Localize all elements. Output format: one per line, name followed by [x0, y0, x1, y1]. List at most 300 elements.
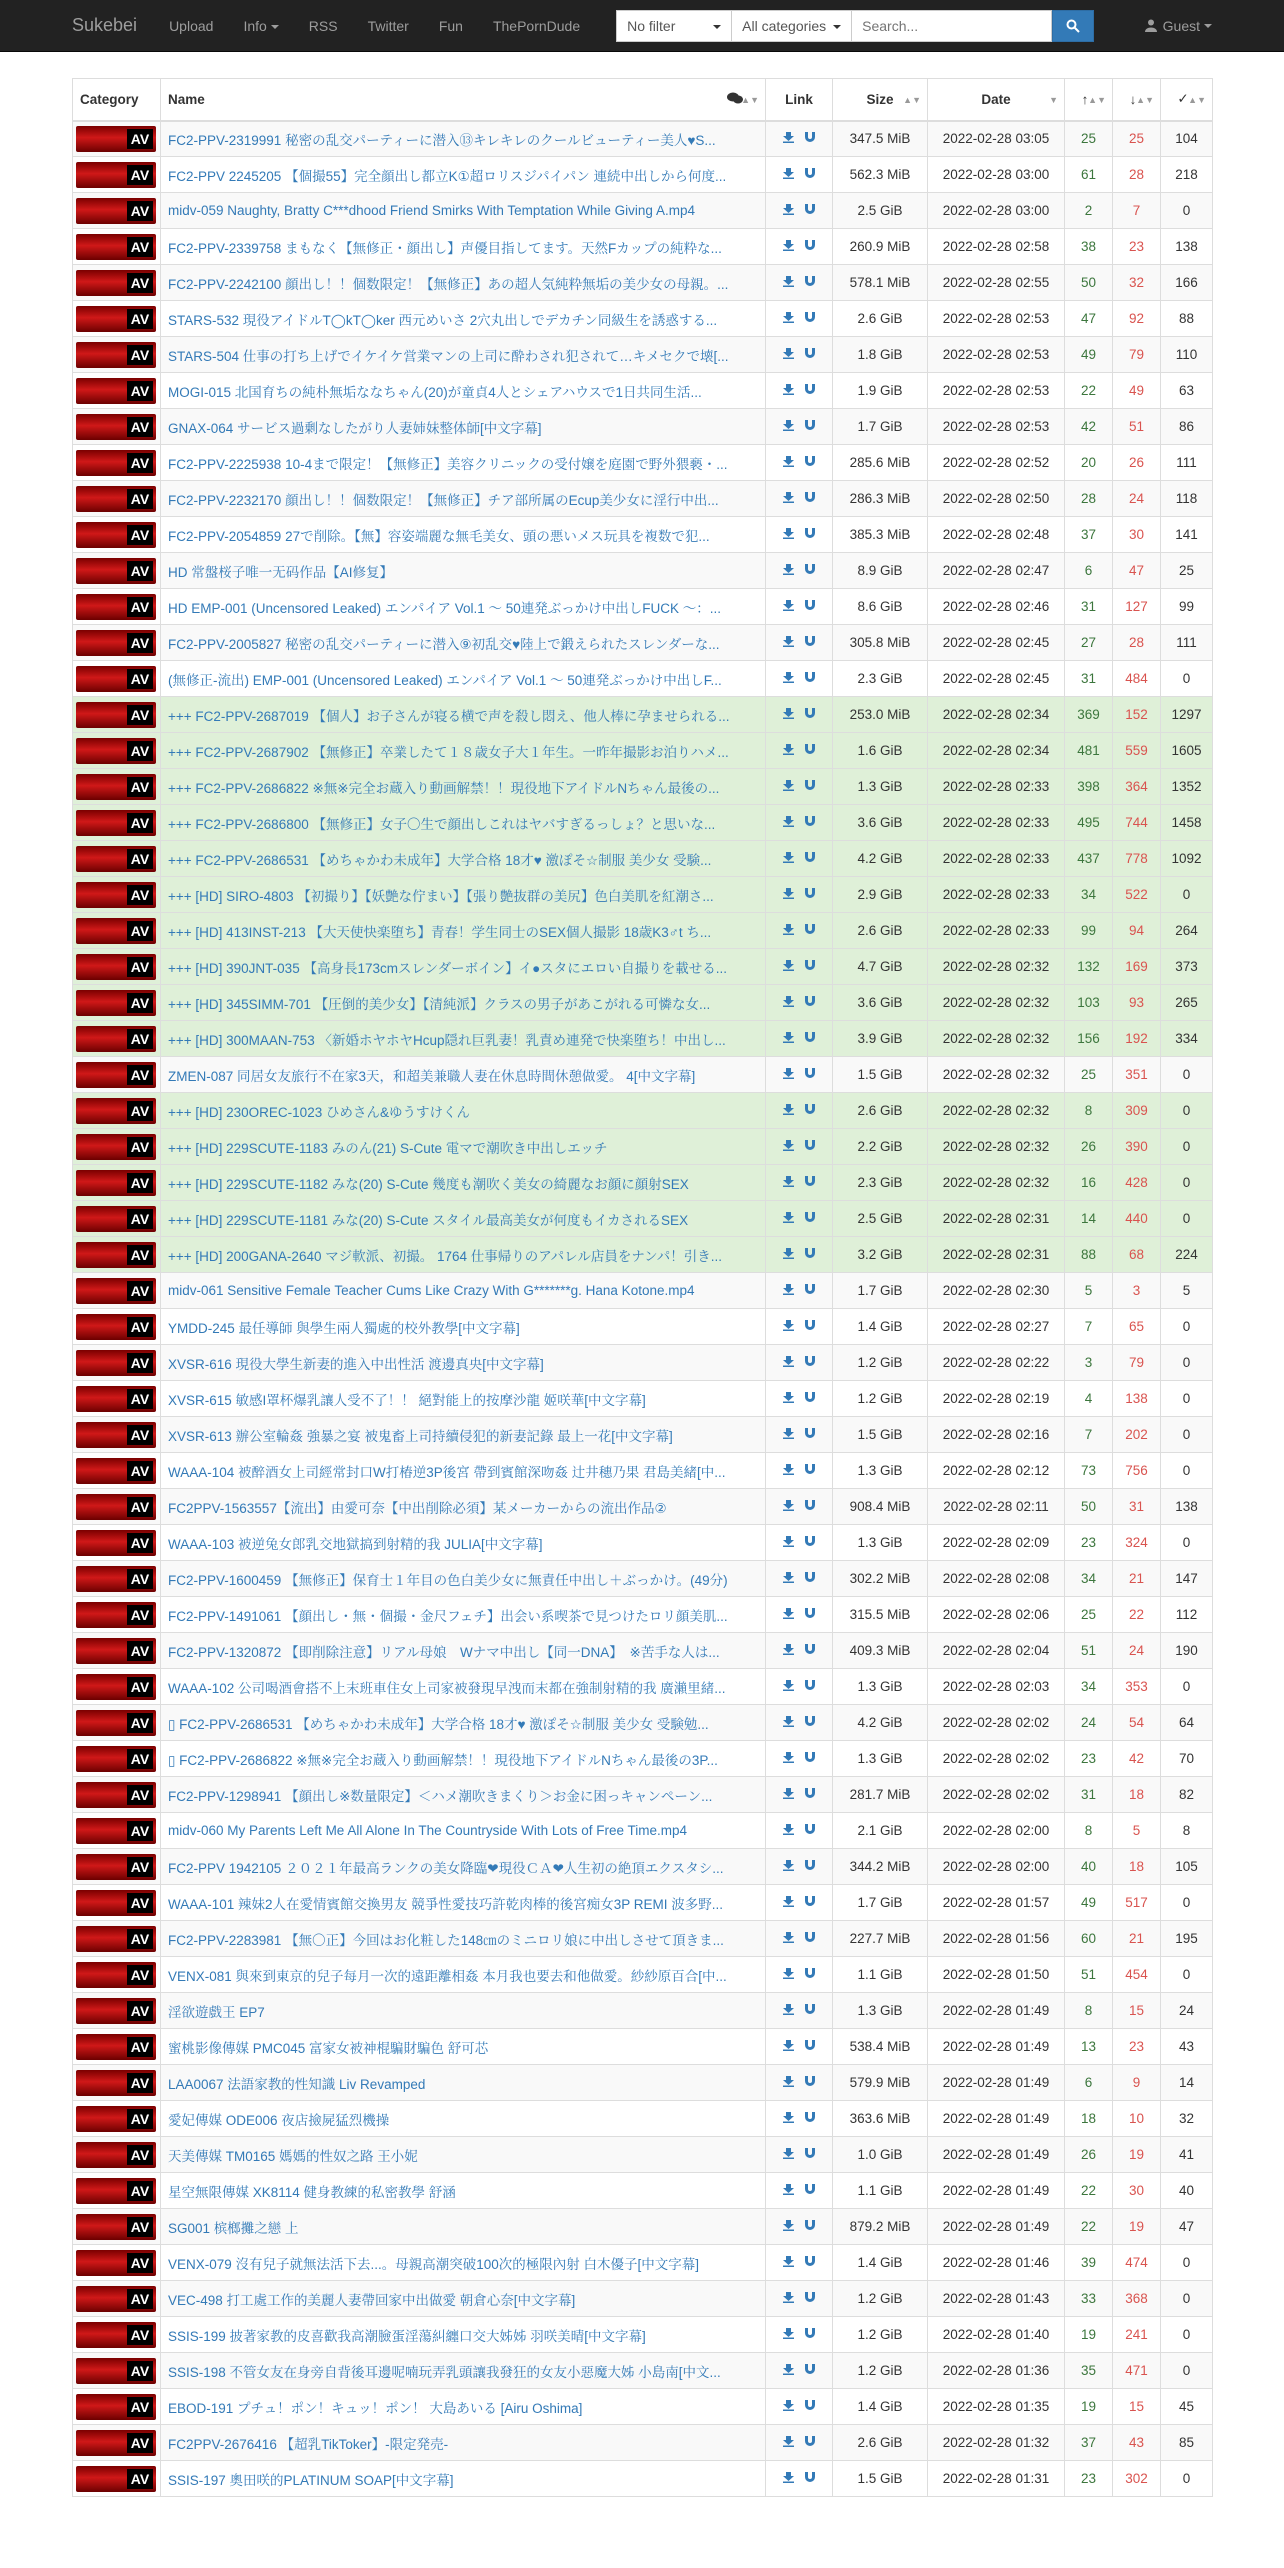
download-icon[interactable]	[783, 1859, 794, 1874]
torrent-title-link[interactable]: XVSR-613 辦公室輪姦 強暴之宴 被鬼畜上司持續侵犯的新妻記錄 最上一花[中文字幕]	[168, 1428, 673, 1444]
category-badge-icon[interactable]	[76, 1566, 156, 1592]
torrent-title-link[interactable]: FC2-PPV 1942105 ２０２１年最高ランクの美女降臨❤現役ＣＡ❤人生初の絶頂エクスタシ...	[168, 1860, 724, 1876]
torrent-title-link[interactable]: +++ [HD] 200GANA-2640 マジ軟派、初撮。 1764 仕事帰りのアパレル店員をナンパ！引き...	[168, 1248, 722, 1264]
magnet-icon[interactable]	[805, 1175, 815, 1190]
download-icon[interactable]	[783, 2039, 794, 2054]
download-icon[interactable]	[783, 959, 794, 974]
nav-twitter[interactable]: Twitter	[367, 17, 409, 34]
torrent-title-link[interactable]: FC2-PPV-1320872 【即削除注意】リアル母娘 Wナマ中出し【同一DNA】 ※苦手な人は...	[168, 1644, 720, 1660]
category-badge-icon[interactable]	[76, 1098, 156, 1124]
nav-upload[interactable]: Upload	[169, 17, 214, 34]
magnet-icon[interactable]	[805, 2327, 815, 2342]
torrent-title-link[interactable]: FC2-PPV 2245205 【個撮55】完全顔出し都立K①超ロリスジパイパン 連続中出しから何度...	[168, 168, 727, 184]
download-icon[interactable]	[783, 1607, 794, 1622]
category-badge-icon[interactable]	[76, 414, 156, 440]
torrent-title-link[interactable]: YMDD-245 最任導師 與學生兩人獨處的校外教學[中文字幕]	[168, 1320, 520, 1336]
magnet-icon[interactable]	[805, 2291, 815, 2306]
magnet-icon[interactable]	[805, 2147, 815, 2162]
category-badge-icon[interactable]	[76, 2358, 156, 2384]
magnet-icon[interactable]	[805, 1643, 815, 1658]
download-icon[interactable]	[783, 383, 794, 398]
download-icon[interactable]	[783, 347, 794, 362]
download-icon[interactable]	[783, 779, 794, 794]
magnet-icon[interactable]	[805, 203, 815, 218]
category-badge-icon[interactable]	[76, 1962, 156, 1988]
category-cell[interactable]	[73, 1741, 161, 1777]
torrent-title-link[interactable]: EBOD-191 プチュ！ポン！キュッ！ポン！ 大島あいる [Airu Oshima]	[168, 2400, 583, 2416]
download-icon[interactable]	[783, 1787, 794, 1802]
torrent-title-link[interactable]: SG001 槟榔攤之戀 上	[168, 2220, 299, 2236]
download-icon[interactable]	[783, 1067, 794, 1082]
magnet-icon[interactable]	[805, 707, 815, 722]
category-badge-icon[interactable]	[76, 1206, 156, 1232]
torrent-title-link[interactable]: +++ [HD] SIRO-4803 【初撮り】【妖艶な佇まい】【張り艶抜群の美尻】色白美肌を紅潮さ...	[168, 888, 714, 904]
download-icon[interactable]	[783, 1103, 794, 1118]
category-badge-icon[interactable]	[76, 882, 156, 908]
magnet-icon[interactable]	[805, 1787, 815, 1802]
category-cell[interactable]	[73, 985, 161, 1021]
magnet-icon[interactable]	[805, 1715, 815, 1730]
category-cell[interactable]	[73, 1957, 161, 1993]
magnet-icon[interactable]	[805, 923, 815, 938]
download-icon[interactable]	[783, 455, 794, 470]
category-cell[interactable]	[73, 265, 161, 301]
torrent-title-link[interactable]: +++ FC2-PPV-2687019 【個人】お子さんが寝る横で声を殺し悶え、他人棒に孕ませられる...	[168, 708, 730, 724]
magnet-icon[interactable]	[805, 1031, 815, 1046]
download-icon[interactable]	[783, 1679, 794, 1694]
download-icon[interactable]	[783, 2399, 794, 2414]
download-icon[interactable]	[783, 239, 794, 254]
category-cell[interactable]	[73, 1021, 161, 1057]
download-icon[interactable]	[783, 2111, 794, 2126]
category-badge-icon[interactable]	[76, 2430, 156, 2456]
category-badge-icon[interactable]	[76, 954, 156, 980]
category-cell[interactable]	[73, 1417, 161, 1453]
torrent-title-link[interactable]: +++ [HD] 390JNT-035 【高身長173cmスレンダーボイン】イ●スタにエロい自撮りを載せる...	[168, 960, 727, 976]
category-cell[interactable]	[73, 1093, 161, 1129]
download-icon[interactable]	[783, 563, 794, 578]
torrent-title-link[interactable]: +++ FC2-PPV-2687902 【無修正】卒業したて１８歳女子大１年生。一昨年撮影お泊りハメ...	[168, 744, 729, 760]
torrent-title-link[interactable]: FC2PPV-2676416 【超乳TikToker】-限定発売-	[168, 2436, 449, 2452]
download-icon[interactable]	[783, 527, 794, 542]
download-icon[interactable]	[783, 1931, 794, 1946]
magnet-icon[interactable]	[805, 2435, 815, 2450]
torrent-title-link[interactable]: ▯ FC2-PPV-2686531 【めちゃかわ未成年】大学合格 18才♥ 激ぽそ☆制服 美少女 受験勉...	[168, 1716, 709, 1732]
category-badge-icon[interactable]	[76, 1746, 156, 1772]
torrent-title-link[interactable]: LAA0067 法語家教的性知識 Liv Revamped	[168, 2076, 426, 2092]
download-icon[interactable]	[783, 635, 794, 650]
category-badge-icon[interactable]	[76, 810, 156, 836]
torrent-title-link[interactable]: (無修正-流出) EMP-001 (Uncensored Leaked) エンパイア Vol.1 ～ 50連発ぶっかけ中出しF...	[168, 672, 722, 688]
download-icon[interactable]	[783, 1967, 794, 1982]
magnet-icon[interactable]	[805, 743, 815, 758]
category-cell[interactable]	[73, 2281, 161, 2317]
torrent-title-link[interactable]: FC2-PPV-2319991 秘密の乱交パーティーに潜入⑬キレキレのクールビューティー美人♥S...	[168, 132, 716, 148]
download-icon[interactable]	[783, 887, 794, 902]
torrent-title-link[interactable]: STARS-504 仕事の打ち上げでイケイケ営業マンの上司に酔わされ犯されて…キメセクで壊[...	[168, 348, 729, 364]
magnet-icon[interactable]	[805, 779, 815, 794]
category-cell[interactable]	[73, 2353, 161, 2389]
download-icon[interactable]	[783, 1175, 794, 1190]
category-badge-icon[interactable]	[76, 1674, 156, 1700]
magnet-icon[interactable]	[805, 1895, 815, 1910]
magnet-icon[interactable]	[805, 131, 815, 146]
magnet-icon[interactable]	[805, 1823, 815, 1838]
download-icon[interactable]	[783, 2183, 794, 2198]
nav-fun[interactable]: Fun	[438, 17, 463, 34]
col-completed[interactable]	[1161, 79, 1213, 121]
magnet-icon[interactable]	[805, 1607, 815, 1622]
category-cell[interactable]	[73, 1993, 161, 2029]
magnet-icon[interactable]	[805, 2255, 815, 2270]
category-badge-icon[interactable]	[76, 1782, 156, 1808]
category-badge-icon[interactable]	[76, 2106, 156, 2132]
category-cell[interactable]	[73, 625, 161, 661]
magnet-icon[interactable]	[805, 671, 815, 686]
category-cell[interactable]	[73, 1705, 161, 1741]
torrent-title-link[interactable]: FC2-PPV-2242100 顔出し！！個数限定！【無修正】あの超人気純粋無垢の美少女の母親。...	[168, 276, 729, 292]
category-badge-icon[interactable]	[76, 1026, 156, 1052]
category-badge-icon[interactable]	[76, 2142, 156, 2168]
category-badge-icon[interactable]	[76, 486, 156, 512]
category-cell[interactable]	[73, 1633, 161, 1669]
nav-info[interactable]	[243, 18, 278, 34]
category-cell[interactable]	[73, 2389, 161, 2425]
torrent-title-link[interactable]: SSIS-198 不管女友在身旁自背後耳邊呢喃玩弄乳頭讓我發狂的女友小惡魔大姊 小島南[中文...	[168, 2364, 721, 2380]
magnet-icon[interactable]	[805, 1103, 815, 1118]
magnet-icon[interactable]	[805, 815, 815, 830]
category-cell[interactable]	[73, 301, 161, 337]
category-badge-icon[interactable]	[76, 1134, 156, 1160]
torrent-title-link[interactable]: VENX-079 沒有兒子就無法活下去...。母親高潮突破100次的極限內射 白木優子[中文字幕]	[168, 2256, 700, 2272]
category-badge-icon[interactable]	[76, 1818, 156, 1844]
torrent-title-link[interactable]: +++ FC2-PPV-2686531 【めちゃかわ未成年】大学合格 18才♥ 激ぽそ☆制服 美少女 受験...	[168, 852, 712, 868]
category-badge-icon[interactable]	[76, 1602, 156, 1628]
category-cell[interactable]	[73, 157, 161, 193]
magnet-icon[interactable]	[805, 1355, 815, 1370]
guest-menu[interactable]	[1145, 18, 1212, 34]
category-badge-icon[interactable]	[76, 666, 156, 692]
category-badge-icon[interactable]	[76, 450, 156, 476]
category-badge-icon[interactable]	[76, 270, 156, 296]
category-cell[interactable]	[73, 2209, 161, 2245]
category-cell[interactable]	[73, 877, 161, 913]
torrent-title-link[interactable]: 星空無限傳媒 XK8114 健身教練的私密教學 舒涵	[168, 2184, 456, 2200]
download-icon[interactable]	[783, 1463, 794, 1478]
category-badge-icon[interactable]	[76, 126, 156, 152]
category-badge-icon[interactable]	[76, 1494, 156, 1520]
torrent-title-link[interactable]: FC2-PPV-1600459 【無修正】保育士１年目の色白美少女に無責任中出し＋ぶっかけ。(49分)	[168, 1572, 728, 1588]
category-badge-icon[interactable]	[76, 342, 156, 368]
magnet-icon[interactable]	[805, 311, 815, 326]
category-cell[interactable]	[73, 697, 161, 733]
torrent-title-link[interactable]: 蜜桃影像傳媒 PMC045 富家女被神棍騙財騙色 舒可芯	[168, 2040, 489, 2056]
search-button[interactable]	[1052, 10, 1094, 42]
category-cell[interactable]	[73, 1813, 161, 1849]
category-cell[interactable]	[73, 2137, 161, 2173]
magnet-icon[interactable]	[805, 2111, 815, 2126]
category-cell[interactable]	[73, 1921, 161, 1957]
category-badge-icon[interactable]	[76, 990, 156, 1016]
download-icon[interactable]	[783, 1211, 794, 1226]
category-cell[interactable]	[73, 1381, 161, 1417]
category-cell[interactable]	[73, 2029, 161, 2065]
magnet-icon[interactable]	[805, 527, 815, 542]
category-cell[interactable]	[73, 1165, 161, 1201]
category-cell[interactable]	[73, 193, 161, 229]
category-badge-icon[interactable]	[76, 2070, 156, 2096]
category-badge-icon[interactable]	[76, 558, 156, 584]
category-cell[interactable]	[73, 1669, 161, 1705]
category-cell[interactable]	[73, 553, 161, 589]
download-icon[interactable]	[783, 1535, 794, 1550]
magnet-icon[interactable]	[805, 1067, 815, 1082]
magnet-icon[interactable]	[805, 455, 815, 470]
category-cell[interactable]	[73, 1453, 161, 1489]
category-badge-icon[interactable]	[76, 2178, 156, 2204]
download-icon[interactable]	[783, 2363, 794, 2378]
download-icon[interactable]	[783, 1499, 794, 1514]
category-badge-icon[interactable]	[76, 846, 156, 872]
magnet-icon[interactable]	[805, 1391, 815, 1406]
torrent-title-link[interactable]: XVSR-616 現役大學生新妻的進入中出性活 渡邊真央[中文字幕]	[168, 1356, 544, 1372]
torrent-title-link[interactable]: FC2-PPV-1491061 【顔出し・無・個撮・金尺フェチ】出会い系喫茶で見つけたロリ顔美肌...	[168, 1608, 728, 1624]
torrent-title-link[interactable]: midv-059 Naughty, Bratty C***dhood Friend Smirks With Temptation While Giving A.mp4	[168, 203, 695, 218]
torrent-title-link[interactable]: GNAX-064 サービス過剰なしたがり人妻姉妹整体師[中文字幕]	[168, 420, 542, 436]
magnet-icon[interactable]	[805, 1247, 815, 1262]
magnet-icon[interactable]	[805, 1463, 815, 1478]
category-cell[interactable]	[73, 1345, 161, 1381]
torrent-title-link[interactable]: FC2-PPV-2232170 顔出し！！個数限定！【無修正】チア部所属のEcup美少女に淫行中出...	[168, 492, 719, 508]
download-icon[interactable]	[783, 203, 794, 218]
category-badge-icon[interactable]	[76, 2466, 156, 2492]
category-cell[interactable]	[73, 949, 161, 985]
filter-select[interactable]	[616, 10, 732, 42]
category-cell[interactable]	[73, 1057, 161, 1093]
magnet-icon[interactable]	[805, 2075, 815, 2090]
magnet-icon[interactable]	[805, 599, 815, 614]
download-icon[interactable]	[783, 599, 794, 614]
magnet-icon[interactable]	[805, 635, 815, 650]
magnet-icon[interactable]	[805, 887, 815, 902]
category-cell[interactable]	[73, 1201, 161, 1237]
category-select[interactable]	[732, 10, 852, 42]
torrent-title-link[interactable]: midv-061 Sensitive Female Teacher Cums Like Crazy With G*******g. Hana Kotone.mp4	[168, 1283, 695, 1298]
category-cell[interactable]	[73, 1237, 161, 1273]
download-icon[interactable]	[783, 1319, 794, 1334]
torrent-title-link[interactable]: FC2-PPV-2339758 まもなく【無修正・顔出し】声優目指してます。天然Fカップの純粋な...	[168, 240, 722, 256]
category-badge-icon[interactable]	[76, 630, 156, 656]
torrent-title-link[interactable]: 淫欲遊戲王 EP7	[168, 2004, 265, 2020]
category-badge-icon[interactable]	[76, 306, 156, 332]
torrent-title-link[interactable]: +++ [HD] 229SCUTE-1182 みな(20) S-Cute 幾度も潮吹く美女の綺麗なお顔に顔射SEX	[168, 1176, 689, 1192]
category-cell[interactable]	[73, 373, 161, 409]
download-icon[interactable]	[783, 2147, 794, 2162]
magnet-icon[interactable]	[805, 2363, 815, 2378]
col-leechers[interactable]	[1113, 79, 1161, 121]
download-icon[interactable]	[783, 1427, 794, 1442]
category-cell[interactable]	[73, 1597, 161, 1633]
category-badge-icon[interactable]	[76, 2214, 156, 2240]
download-icon[interactable]	[783, 671, 794, 686]
category-cell[interactable]	[73, 841, 161, 877]
category-cell[interactable]	[73, 121, 161, 157]
category-badge-icon[interactable]	[76, 522, 156, 548]
category-cell[interactable]	[73, 1849, 161, 1885]
download-icon[interactable]	[783, 995, 794, 1010]
category-cell[interactable]	[73, 1309, 161, 1345]
magnet-icon[interactable]	[805, 1535, 815, 1550]
magnet-icon[interactable]	[805, 239, 815, 254]
magnet-icon[interactable]	[805, 2003, 815, 2018]
category-badge-icon[interactable]	[76, 1170, 156, 1196]
download-icon[interactable]	[783, 2075, 794, 2090]
download-icon[interactable]	[783, 2471, 794, 2486]
magnet-icon[interactable]	[805, 995, 815, 1010]
category-badge-icon[interactable]	[76, 1242, 156, 1268]
download-icon[interactable]	[783, 1715, 794, 1730]
category-cell[interactable]	[73, 1129, 161, 1165]
torrent-title-link[interactable]: FC2-PPV-2054859 27で削除。【無】容姿端麗な無毛美女、頭の悪いメス玩具を複数で犯...	[168, 528, 710, 544]
category-badge-icon[interactable]	[76, 1386, 156, 1412]
magnet-icon[interactable]	[805, 1427, 815, 1442]
category-badge-icon[interactable]	[76, 198, 156, 224]
torrent-title-link[interactable]: +++ [HD] 300MAAN-753 〈新婚ホヤホヤHcup隠れ巨乳妻！乳責め連発で快楽堕ち！中出し...	[168, 1032, 726, 1048]
torrent-title-link[interactable]: FC2-PPV-2283981 【無〇正】今回はお化粧した148㎝のミニロリ娘に中出しさせて頂きま...	[168, 1932, 724, 1948]
download-icon[interactable]	[783, 815, 794, 830]
category-cell[interactable]	[73, 2065, 161, 2101]
category-cell[interactable]	[73, 409, 161, 445]
magnet-icon[interactable]	[805, 1751, 815, 1766]
download-icon[interactable]	[783, 491, 794, 506]
torrent-title-link[interactable]: HD 常盤桜子唯一无码作品【AI修复】	[168, 564, 394, 580]
magnet-icon[interactable]	[805, 1283, 815, 1298]
category-badge-icon[interactable]	[76, 774, 156, 800]
category-badge-icon[interactable]	[76, 1062, 156, 1088]
category-cell[interactable]	[73, 733, 161, 769]
magnet-icon[interactable]	[805, 1967, 815, 1982]
magnet-icon[interactable]	[805, 1931, 815, 1946]
search-input[interactable]	[852, 10, 1052, 42]
magnet-icon[interactable]	[805, 419, 815, 434]
category-cell[interactable]	[73, 1561, 161, 1597]
download-icon[interactable]	[783, 311, 794, 326]
category-badge-icon[interactable]	[76, 1890, 156, 1916]
col-size[interactable]	[833, 79, 928, 121]
magnet-icon[interactable]	[805, 851, 815, 866]
category-cell[interactable]	[73, 2101, 161, 2137]
torrent-title-link[interactable]: midv-060 My Parents Left Me All Alone In The Countryside With Lots of Free Time.mp4	[168, 1823, 687, 1838]
category-badge-icon[interactable]	[76, 2034, 156, 2060]
download-icon[interactable]	[783, 923, 794, 938]
category-cell[interactable]	[73, 805, 161, 841]
download-icon[interactable]	[783, 1643, 794, 1658]
magnet-icon[interactable]	[805, 959, 815, 974]
magnet-icon[interactable]	[805, 2471, 815, 2486]
magnet-icon[interactable]	[805, 167, 815, 182]
download-icon[interactable]	[783, 131, 794, 146]
download-icon[interactable]	[783, 2435, 794, 2450]
nav-rss[interactable]: RSS	[308, 17, 338, 34]
category-badge-icon[interactable]	[76, 594, 156, 620]
category-cell[interactable]	[73, 769, 161, 805]
torrent-title-link[interactable]: VENX-081 與來到東京的兒子每月一次的遠距離相姦 本月我也要去和他做愛。紗紗原百合[中...	[168, 1968, 727, 1984]
torrent-title-link[interactable]: FC2-PPV-2005827 秘密の乱交パーティーに潜入⑨初乱交♥陸上で鍛えられたスレンダーな...	[168, 636, 720, 652]
download-icon[interactable]	[783, 167, 794, 182]
torrent-title-link[interactable]: +++ FC2-PPV-2686800 【無修正】女子〇生で顔出しこれはヤバすぎるっしょ？と思いな...	[168, 816, 716, 832]
category-cell[interactable]	[73, 2245, 161, 2281]
category-badge-icon[interactable]	[76, 234, 156, 260]
col-date[interactable]	[928, 79, 1065, 121]
torrent-title-link[interactable]: FC2-PPV-2225938 10-4まで限定！【無修正】美容クリニックの受付嬢を庭園で野外猥褻・...	[168, 456, 728, 472]
category-badge-icon[interactable]	[76, 2394, 156, 2420]
category-badge-icon[interactable]	[76, 1350, 156, 1376]
torrent-title-link[interactable]: +++ [HD] 229SCUTE-1181 みな(20) S-Cute スタイル最高美女が何度もイカされるSEX	[168, 1212, 689, 1228]
torrent-title-link[interactable]: 天美傳媒 TM0165 媽媽的性奴之路 王小妮	[168, 2148, 418, 2164]
category-cell[interactable]	[73, 661, 161, 697]
torrent-title-link[interactable]: +++ [HD] 413INST-213 【大天使快楽堕ち】青春！学生同士のSEX個人撮影 18歳K3♂t ち...	[168, 924, 712, 940]
download-icon[interactable]	[783, 1283, 794, 1298]
category-cell[interactable]	[73, 1489, 161, 1525]
torrent-title-link[interactable]: +++ [HD] 229SCUTE-1183 みのん(21) S-Cute 電マで潮吹き中出しエッチ	[168, 1140, 608, 1156]
magnet-icon[interactable]	[805, 1211, 815, 1226]
download-icon[interactable]	[783, 1571, 794, 1586]
download-icon[interactable]	[783, 2291, 794, 2306]
category-badge-icon[interactable]	[76, 1926, 156, 1952]
torrent-title-link[interactable]: ZMEN-087 同居女友旅行不在家3天，和超美兼職人妻在休息時間休憩做愛。 4[中文字幕]	[168, 1068, 696, 1084]
torrent-title-link[interactable]: ▯ FC2-PPV-2686822 ※無※完全お蔵入り動画解禁！！現役地下アイドルNちゃん最後の3P...	[168, 1752, 718, 1768]
magnet-icon[interactable]	[805, 275, 815, 290]
category-badge-icon[interactable]	[76, 1998, 156, 2024]
download-icon[interactable]	[783, 1391, 794, 1406]
torrent-title-link[interactable]: 愛妃傳媒 ODE006 夜店撿屍猛烈機操	[168, 2112, 390, 2128]
category-badge-icon[interactable]	[76, 2250, 156, 2276]
download-icon[interactable]	[783, 419, 794, 434]
download-icon[interactable]	[783, 2003, 794, 2018]
magnet-icon[interactable]	[805, 347, 815, 362]
category-badge-icon[interactable]	[76, 1314, 156, 1340]
category-badge-icon[interactable]	[76, 1458, 156, 1484]
torrent-title-link[interactable]: WAAA-103 被逆兔女郎乳交地獄搞到射精的我 JULIA[中文字幕]	[168, 1536, 543, 1552]
brand-logo[interactable]: Sukebei	[72, 15, 138, 35]
category-badge-icon[interactable]	[76, 378, 156, 404]
download-icon[interactable]	[783, 1031, 794, 1046]
category-cell[interactable]	[73, 2461, 161, 2497]
category-cell[interactable]	[73, 517, 161, 553]
category-cell[interactable]	[73, 229, 161, 265]
category-cell[interactable]	[73, 1885, 161, 1921]
torrent-title-link[interactable]: WAAA-102 公司喝酒會搭不上末班車住女上司家被發現早洩而末都在強制射精的我 廣瀨里緒...	[168, 1680, 726, 1696]
category-badge-icon[interactable]	[76, 2322, 156, 2348]
magnet-icon[interactable]	[805, 2219, 815, 2234]
magnet-icon[interactable]	[805, 1679, 815, 1694]
magnet-icon[interactable]	[805, 2183, 815, 2198]
category-cell[interactable]	[73, 1273, 161, 1309]
category-badge-icon[interactable]	[76, 2286, 156, 2312]
magnet-icon[interactable]	[805, 563, 815, 578]
torrent-title-link[interactable]: HD EMP-001 (Uncensored Leaked) エンパイア Vol.1 ～ 50連発ぶっかけ中出しFUCK ～：...	[168, 600, 722, 616]
nav-theporndude[interactable]: ThePornDude	[492, 17, 581, 34]
download-icon[interactable]	[783, 851, 794, 866]
category-badge-icon[interactable]	[76, 702, 156, 728]
category-badge-icon[interactable]	[76, 738, 156, 764]
torrent-title-link[interactable]: WAAA-101 辣妹2人在愛情賓館交換男友 競爭性愛技巧許乾肉棒的後宮痴女3P REMI 波多野...	[168, 1896, 724, 1912]
category-badge-icon[interactable]	[76, 162, 156, 188]
download-icon[interactable]	[783, 1895, 794, 1910]
torrent-title-link[interactable]: +++ FC2-PPV-2686822 ※無※完全お蔵入り動画解禁！！現役地下アイドルNちゃん最後の...	[168, 780, 720, 796]
magnet-icon[interactable]	[805, 383, 815, 398]
torrent-title-link[interactable]: +++ [HD] 230OREC-1023 ひめさん&ゆうすけくん	[168, 1104, 470, 1120]
